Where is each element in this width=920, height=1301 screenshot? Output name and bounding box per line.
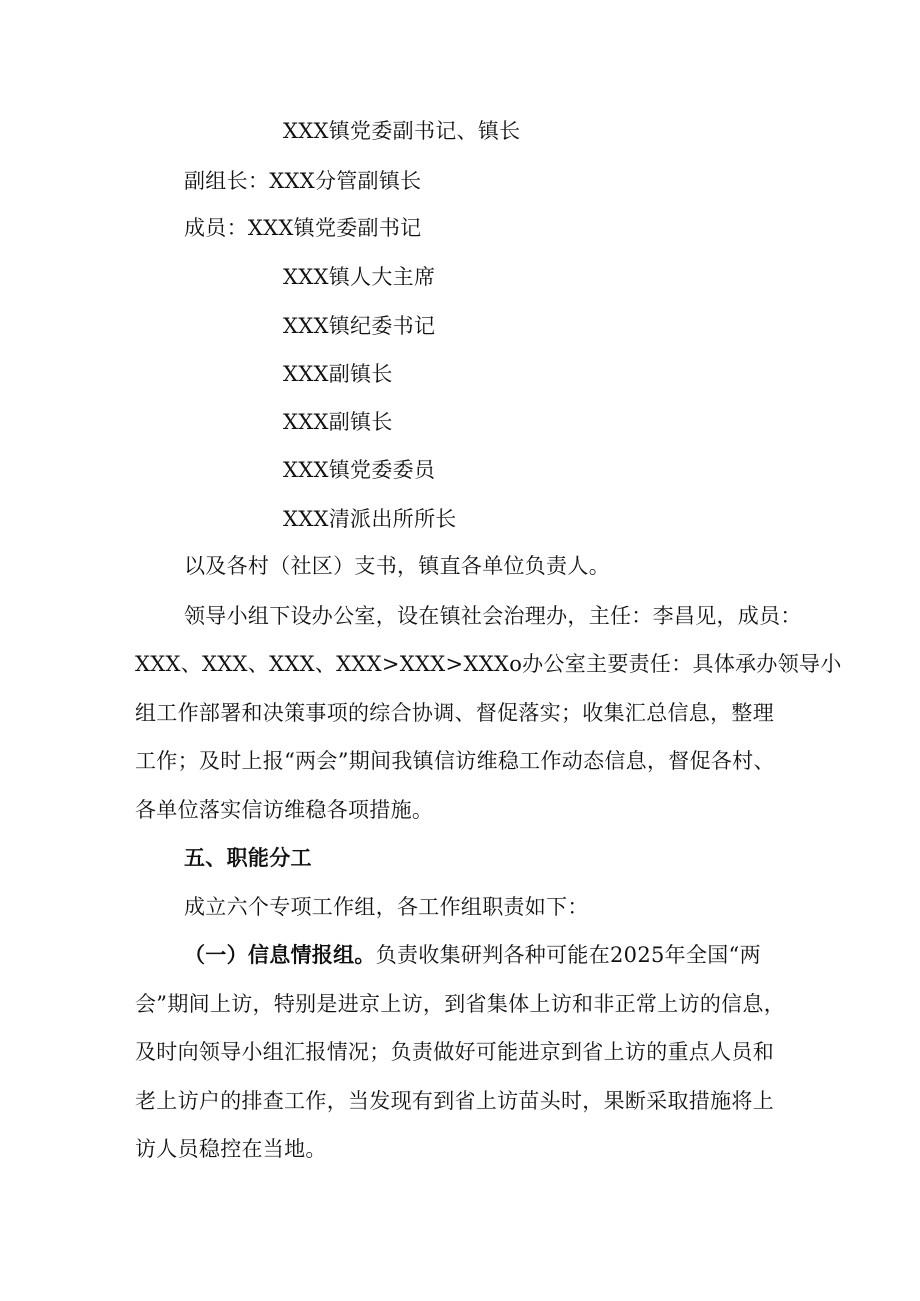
member-line: XXX副镇长	[283, 410, 393, 434]
group-one-label: （一）信息情报组。	[184, 942, 376, 967]
section-heading: 五、职能分工	[184, 845, 312, 870]
member-line: XXX副镇长	[283, 362, 393, 386]
member-line: XXX清派出所所长	[283, 507, 457, 531]
group-one-text: 负责收集研判各种可能在2025年全国“两	[375, 943, 761, 967]
deputy-leader-line: 副组长：XXX分管副镇长	[184, 169, 422, 193]
office-paragraph-line: 工作；及时上报“两会”期间我镇信访维稳工作动态信息，督促各村、	[135, 749, 775, 773]
office-paragraph-line: 各单位落实信访维稳各项措施。	[135, 798, 434, 822]
office-paragraph-line: 组工作部署和决策事项的综合协调、督促落实；收集汇总信息，整理	[135, 701, 774, 725]
office-paragraph-line: XXX、XXX、XXX、XXX>XXX>XXXo办公室主要责任：具体承办领导小	[135, 652, 842, 676]
member-line: XXX镇人大主席	[283, 265, 436, 289]
group-one-line: 老上访户的排查工作，当发现有到省上访苗头时，果断采取措施将上	[135, 1089, 774, 1113]
group-one-line: 及时向领导小组汇报情况；负责做好可能进京到省上访的重点人员和	[135, 1040, 774, 1064]
office-paragraph-line: 领导小组下设办公室，设在镇社会治理办，主任：李昌见，成员：	[184, 604, 802, 628]
member-line: XXX镇党委委员	[283, 458, 436, 482]
section-intro-line: 成立六个专项工作组，各工作组职责如下：	[184, 895, 589, 919]
members-intro-line: 成员：XXX镇党委副书记	[184, 216, 422, 240]
group-one-first-line	[184, 941, 761, 969]
group-one-line: 访人员稳控在当地。	[135, 1137, 327, 1161]
members-tail-line: 以及各村（社区）支书，镇直各单位负责人。	[184, 554, 610, 578]
group-one-line: 会”期间上访，特别是进京上访，到省集体上访和非正常上访的信息，	[135, 992, 786, 1016]
member-line: XXX镇纪委书记	[283, 314, 436, 338]
leader-title-line: XXX镇党委副书记、镇长	[283, 119, 521, 143]
